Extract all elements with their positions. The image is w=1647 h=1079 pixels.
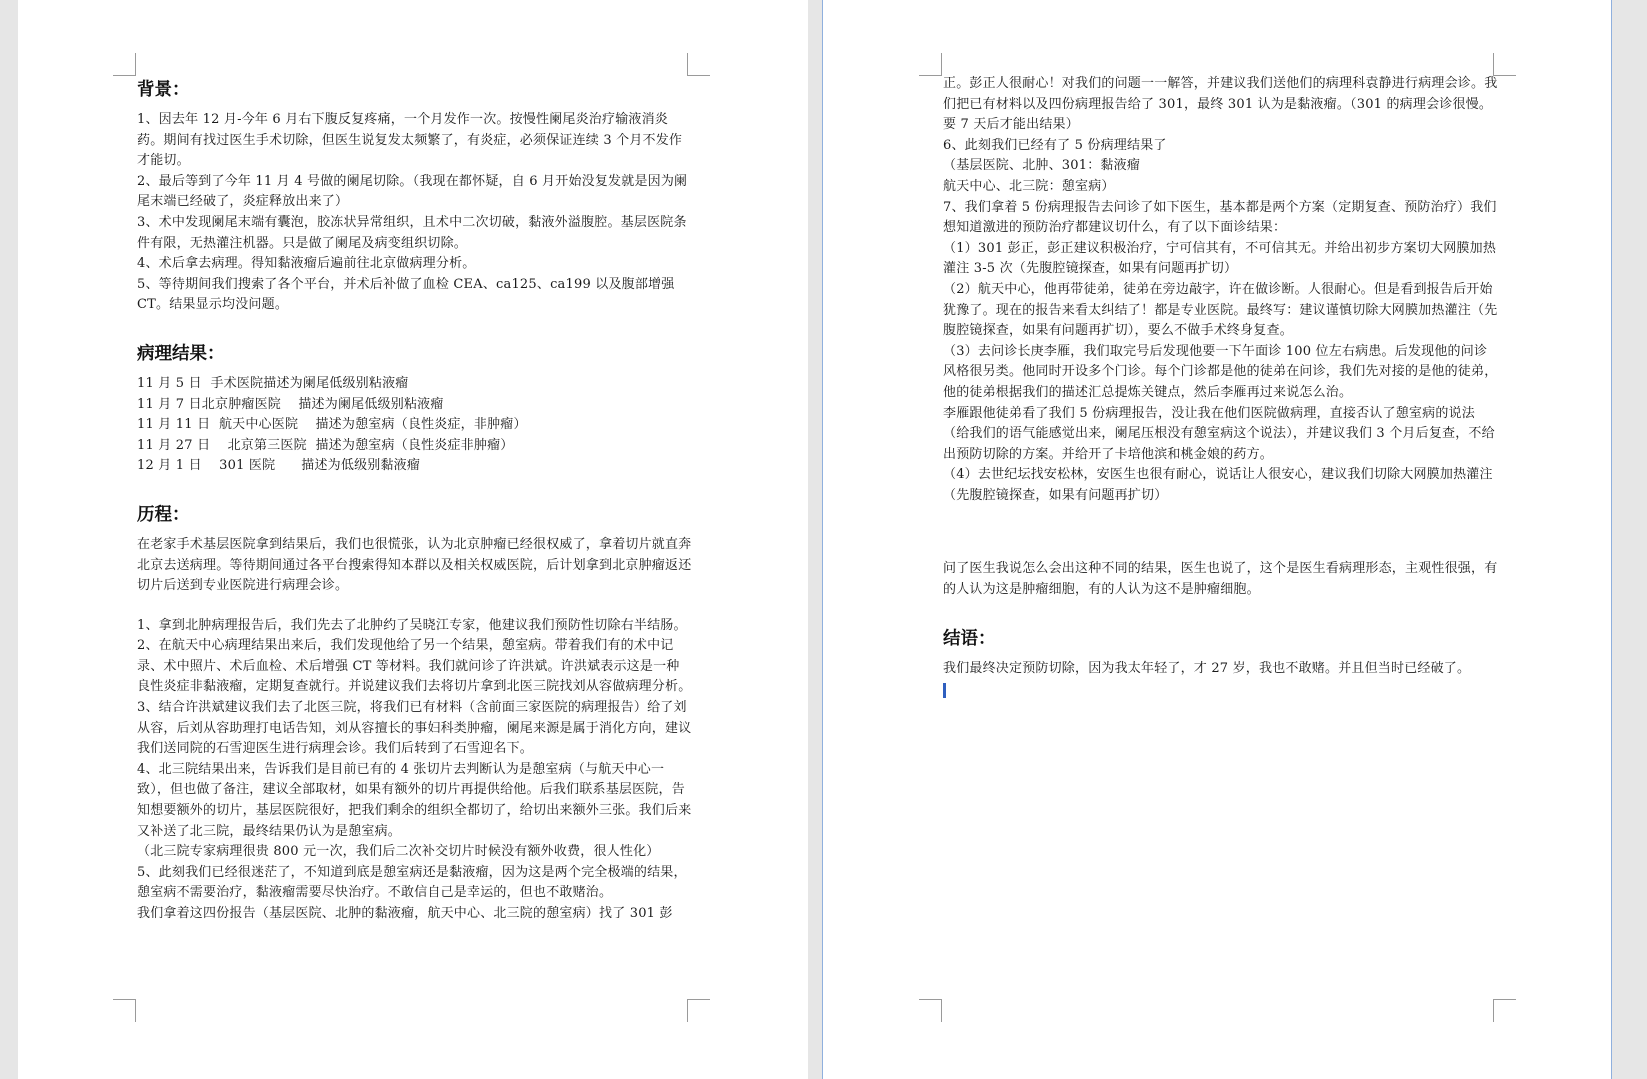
paragraph: 3、术中发现阑尾末端有囊泡，胶冻状异常组织，且术中二次切破，黏液外溢腹腔。基层医院条件有限，无热灌注机器。只是做了阑尾及病变组织切除。	[137, 214, 687, 251]
paragraph: （1）301 彭正，彭正建议积极治疗，宁可信其有，不可信其无。并给出初步方案切大网膜加热灌注 3-5 次（先腹腔镜探查，如果有问题再扩切）	[943, 240, 1497, 277]
paragraph: 2、在航天中心病理结果出来后，我们发现他给了另一个结果，憩室病。带着我们有的术中记录、术中照片、术后血检、术后增强 CT 等材料。我们就问诊了许洪斌。许洪斌表示这是一种良性炎症非黏液瘤，定期复查就行。并说建议我们去将切片拿到北医三院找刘从容做病理分析。	[137, 638, 692, 695]
crop-mark-top-right	[1493, 53, 1516, 76]
paragraph: 5、等待期间我们搜索了各个平台，并术后补做了血检 CEA、ca125、ca199 以及腹部增强 CT。结果显示均没问题。	[137, 276, 675, 313]
pathology-result-line: 11 月 27 日 北京第三医院 描述为憩室病（良性炎症非肿瘤）	[137, 437, 514, 453]
paragraph: 问了医生我说怎么会出这种不同的结果，医生也说了，这个是医生看病理形态，主观性很强，有的人认为这是肿瘤细胞，有的人认为这不是肿瘤细胞。	[943, 561, 1498, 598]
paragraph: 6、此刻我们已经有了 5 份病理结果了	[943, 137, 1167, 153]
paragraph: 1、因去年 12 月-今年 6 月右下腹反复疼痛，一个月发作一次。按慢性阑尾炎治疗输液消炎药。期间有找过医生手术切除，但医生说复发太频繁了，有炎症，必须保证连续 3 个月不发作才能切。	[137, 112, 683, 169]
crop-mark-top-left	[113, 53, 136, 76]
pathology-result-line: 12 月 1 日 301 医院 描述为低级别黏液瘤	[137, 458, 421, 474]
paragraph: 2、最后等到了今年 11 月 4 号做的阑尾切除。（我现在都怀疑，自 6 月开始没复发就是因为阑尾末端已经破了，炎症释放出来了）	[137, 173, 688, 210]
paragraph: 4、术后拿去病理。得知黏液瘤后遍前往北京做病理分析。	[137, 256, 476, 272]
pathology-result-line: 11 月 11 日 航天中心医院 描述为憩室病（良性炎症，非肿瘤）	[137, 417, 527, 433]
paragraph: 7、我们拿着 5 份病理报告去问诊了如下医生，基本都是两个方案（定期复查、预防治疗）我们想知道激进的预防治疗都建议切什么，有了以下面诊结果：	[943, 199, 1497, 236]
paragraph: 正。彭正人很耐心！对我们的问题一一解答，并建议我们送他们的病理科袁静进行病理会诊。我们把已有材料以及四份病理报告给了 301，最终 301 认为是黏液瘤。（301 的病理会诊很慢。要 7 天后才能出结果）	[943, 76, 1498, 133]
paragraph: 5、此刻我们已经很迷茫了，不知道到底是憩室病还是黏液瘤，因为这是两个完全极端的结果，憩室病不需要治疗，黏液瘤需要尽快治疗。不敢信自己是幸运的，但也不敢赌治。	[137, 864, 687, 901]
paragraph: 1、拿到北肿病理报告后，我们先去了北肿约了吴晓江专家，他建议我们预防性切除右半结肠。	[137, 617, 687, 633]
paragraph: 4、北三院结果出来，告诉我们是目前已有的 4 张切片去判断认为是憩室病（与航天中心一致），但也做了备注，建议全部取材，如果有额外的切片再提供给他。后我们联系基层医院，告知想要额外的切片，基层医院很好，把我们剩余的组织全都切了，给切出来额外三张。我们后来又补送了北三院，最终结果仍认为是憩室病。	[137, 761, 692, 839]
paragraph: （2）航天中心，他再带徒弟，徒弟在旁边敲字，许在做诊断。人很耐心。但是看到报告后开始犹豫了。现在的报告来看太纠结了！都是专业医院。最终写：建议谨慎切除大网膜加热灌注（先腹腔镜探查，如果有问题再扩切），要么不做手术终身复查。	[943, 281, 1498, 339]
crop-mark-bottom-right	[687, 999, 710, 1022]
crop-mark-bottom-left	[919, 999, 942, 1022]
paragraph: （4）去世纪坛找安松林，安医生也很有耐心，说话让人很安心，建议我们切除大网膜加热灌注（先腹腔镜探查，如果有问题再扩切）	[943, 467, 1493, 503]
section-heading-background: 背景：	[137, 80, 190, 100]
paragraph: 3、结合许洪斌建议我们去了北医三院，将我们已有材料（含前面三家医院的病理报告）给了刘从容，后刘从容助理打电话告知，刘从容擅长的事妇科类肿瘤，阑尾来源是属于消化方向，建议我们送同院的石雪迎医生进行病理会诊。我们后转到了石雪迎名下。	[137, 700, 692, 757]
pathology-result-line: 11 月 5 日 手术医院描述为阑尾低级别粘液瘤	[137, 375, 409, 391]
document-page-2	[822, 0, 1612, 1079]
paragraph: 航天中心、北三院：憩室病）	[943, 178, 1115, 194]
section-heading-conclusion: 结语：	[943, 628, 996, 649]
pathology-result-line: 11 月 7 日北京肿瘤医院 描述为阑尾低级别粘液瘤	[137, 396, 444, 412]
page-2-body[interactable]	[943, 74, 1498, 698]
paragraph: 我们最终决定预防切除，因为我太年轻了，才 27 岁，我也不敢赌。并且但当时已经破了。	[943, 660, 1471, 676]
paragraph: （北三院专家病理很贵 800 元一次，我们后二次补交切片时候没有额外收费，很人性化）	[137, 844, 660, 860]
paragraph: （3）去问诊长庚李雁，我们取完号后发现他要一下午面诊 100 位左右病患。后发现他的问诊风格很另类。他同时开设多个门诊。每个门诊都是他的徒弟在问诊，我们先对接的是他的徒弟，他的徒弟根据我们的描述汇总提炼关键点，然后李雁再过来说怎么治。	[943, 343, 1498, 400]
paragraph: 我们拿着这四份报告（基层医院、北肿的黏液瘤，航天中心、北三院的憩室病）找了 301 彭	[137, 906, 673, 921]
crop-mark-top-right	[687, 53, 710, 76]
crop-mark-bottom-left	[113, 999, 136, 1022]
section-heading-pathology: 病理结果：	[137, 343, 225, 364]
section-heading-history: 历程：	[137, 504, 190, 525]
text-cursor[interactable]	[943, 683, 946, 698]
paragraph: 李雁跟他徒弟看了我们 5 份病理报告，没让我在他们医院做病理，直接否认了憩室病的说法（给我们的语气能感觉出来，阑尾压根没有憩室病这个说法），并建议我们 3 个月后复查，不给出预防切除的方案。并给开了卡培他滨和桃金娘的药方。	[943, 405, 1495, 462]
paragraph: （基层医院、北肿、301：黏液瘤	[943, 158, 1141, 174]
paragraph: 在老家手术基层医院拿到结果后，我们也很慌张，认为北京肿瘤已经很权威了，拿着切片就直奔北京去送病理。等待期间通过各平台搜索得知本群以及相关权威医院，后计划拿到北京肿瘤返还切片后送到专业医院进行病理会诊。	[137, 536, 692, 594]
crop-mark-top-left	[919, 53, 942, 76]
crop-mark-bottom-right	[1493, 999, 1516, 1022]
page-1-body[interactable]	[137, 78, 692, 925]
document-page-1	[18, 0, 808, 1079]
